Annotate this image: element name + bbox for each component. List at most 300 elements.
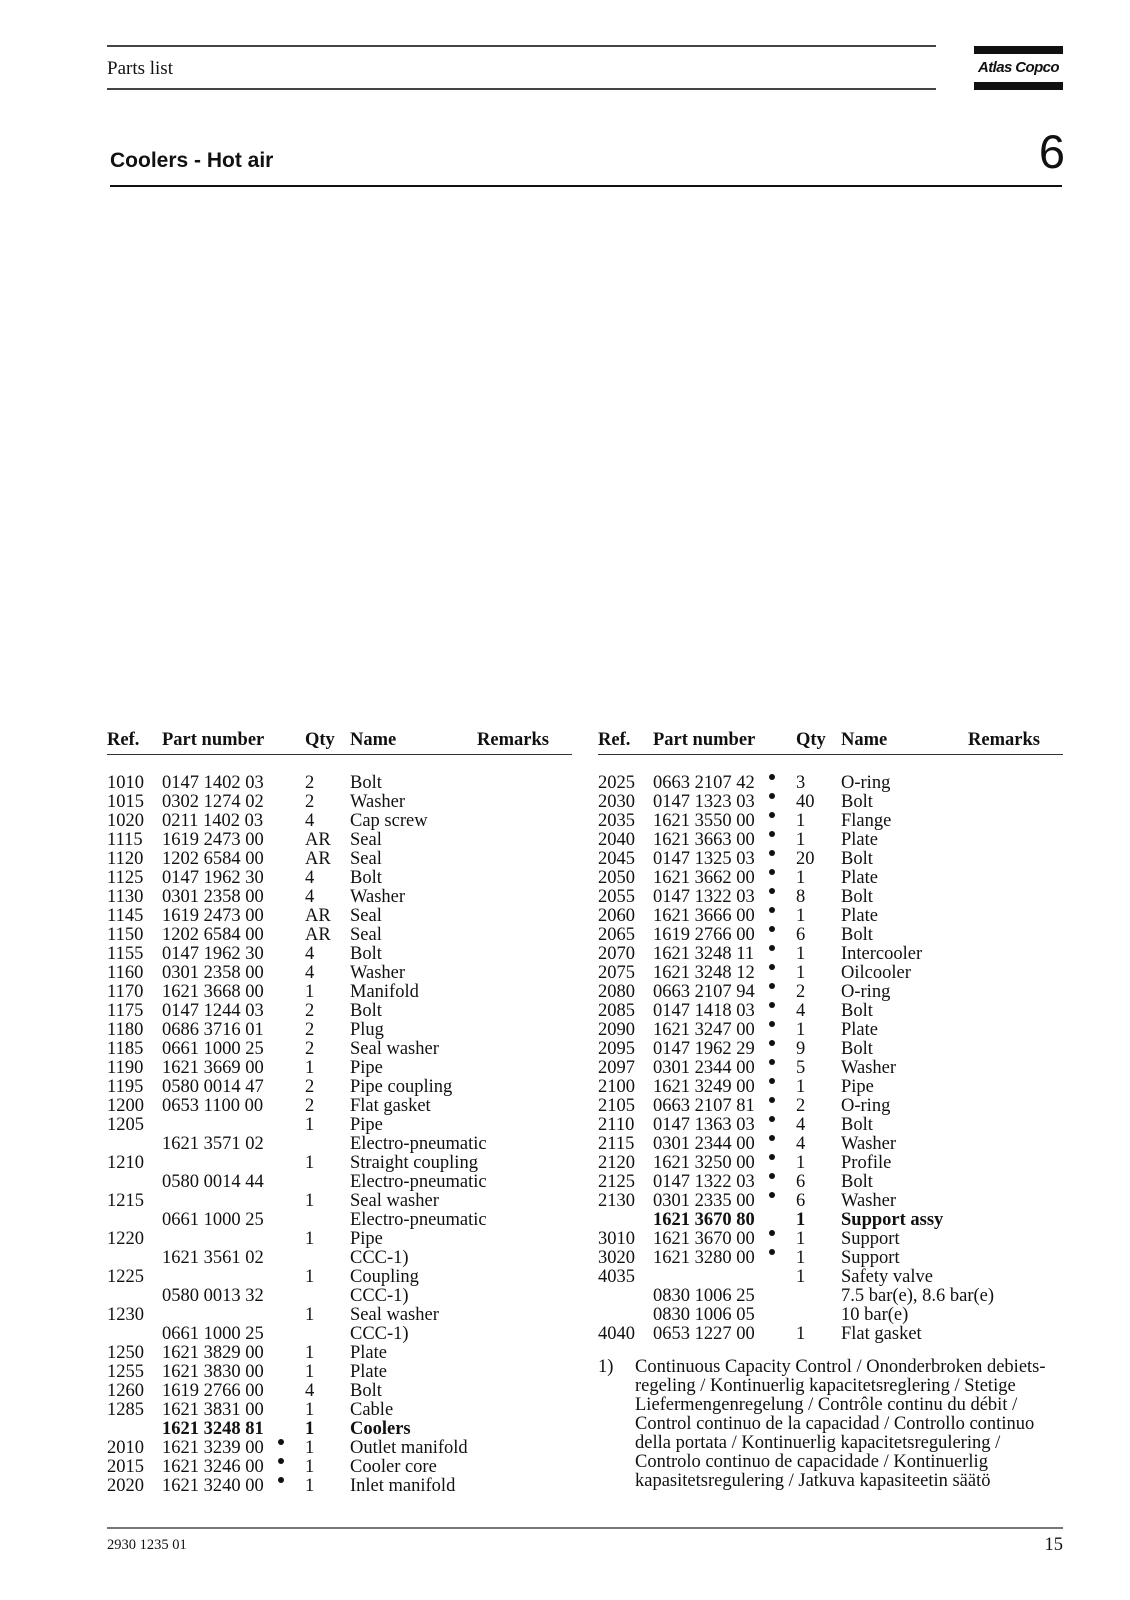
ref-cell: 1260 [107, 1381, 144, 1401]
ref-cell: 2125 [598, 1172, 635, 1192]
title-rule [110, 185, 1062, 187]
bullet-marker [769, 1192, 775, 1198]
qty-cell: 1 [305, 1438, 315, 1458]
part-number-cell: 1202 6584 00 [162, 925, 264, 945]
part-number-cell: 1619 2473 00 [162, 830, 264, 850]
part-number-cell: 0580 0014 47 [162, 1077, 264, 1097]
part-number-cell: 1621 3280 00 [653, 1248, 755, 1268]
ref-cell: 1160 [107, 963, 144, 983]
part-number-cell: 1621 3250 00 [653, 1153, 755, 1173]
qty-cell: 1 [796, 963, 806, 983]
ref-cell: 2015 [107, 1457, 144, 1477]
ref-cell: 2110 [598, 1115, 635, 1135]
table-row [107, 1078, 572, 1097]
assembly-row [107, 1420, 572, 1439]
section-number: 6 [1038, 125, 1065, 178]
ref-cell: 1015 [107, 792, 144, 812]
table-body [107, 774, 572, 1496]
name-cell: Washer [350, 792, 406, 812]
part-number-cell: 1621 3240 00 [162, 1476, 264, 1496]
name-cell: Washer [350, 887, 406, 907]
ref-cell: 2080 [598, 982, 635, 1002]
name-cell: Seal washer [350, 1191, 439, 1211]
name-cell: Bolt [350, 773, 382, 793]
header-qty: Qty [305, 730, 335, 750]
name-cell: Seal [350, 830, 382, 850]
ref-cell: 1010 [107, 773, 144, 793]
header-remarks: Remarks [968, 730, 1040, 750]
ref-cell: 1285 [107, 1400, 144, 1420]
table-row [107, 1059, 572, 1078]
table-row [107, 1344, 572, 1363]
ref-cell: 1125 [107, 868, 144, 888]
name-cell: Flange [841, 811, 892, 831]
part-number-cell: 1619 2766 00 [653, 925, 755, 945]
name-cell: Plate [841, 868, 878, 888]
name-cell: Straight coupling [350, 1153, 478, 1173]
qty-cell: 1 [305, 1305, 315, 1325]
table-row [598, 1325, 1063, 1344]
name-cell: Seal washer [350, 1305, 439, 1325]
qty-cell: 20 [796, 849, 815, 869]
part-number-cell: 0661 1000 25 [162, 1210, 264, 1230]
ref-cell: 1205 [107, 1115, 144, 1135]
qty-cell: 2 [305, 1001, 315, 1021]
part-number-cell: 0653 1227 00 [653, 1324, 755, 1344]
bullet-marker [769, 869, 775, 875]
table-row [107, 869, 572, 888]
bullet-marker [769, 1021, 775, 1027]
ref-cell: 1180 [107, 1020, 144, 1040]
table-row [598, 793, 1063, 812]
table-row [598, 926, 1063, 945]
ref-cell: 2115 [598, 1134, 635, 1154]
table-row [107, 1211, 572, 1230]
ref-cell: 1185 [107, 1039, 144, 1059]
part-number-cell: 0301 2344 00 [653, 1058, 755, 1078]
part-number-cell: 0147 1962 30 [162, 868, 264, 888]
qty-cell: 1 [796, 944, 806, 964]
qty-cell: 1 [305, 1419, 315, 1439]
name-cell: Plate [841, 906, 878, 926]
part-number-cell: 0147 1322 03 [653, 1172, 755, 1192]
table-row [598, 888, 1063, 907]
name-cell: Electro-pneumatic [350, 1134, 487, 1154]
bullet-marker [769, 1078, 775, 1084]
part-number-cell: 1621 3668 00 [162, 982, 264, 1002]
part-number-cell: 1619 2473 00 [162, 906, 264, 926]
name-cell: Inlet manifold [350, 1476, 456, 1496]
ref-cell: 1175 [107, 1001, 144, 1021]
table-row [598, 831, 1063, 850]
name-cell: Seal [350, 925, 382, 945]
header-top-rule [107, 45, 936, 47]
header-name: Name [350, 730, 397, 750]
name-cell: Plug [350, 1020, 384, 1040]
name-cell: Pipe [350, 1115, 383, 1135]
ref-cell: 2070 [598, 944, 635, 964]
name-cell: Bolt [841, 1172, 873, 1192]
part-number-cell: 0580 0014 44 [162, 1172, 264, 1192]
qty-cell: 8 [796, 887, 806, 907]
bullet-marker [278, 1458, 284, 1464]
table-row [598, 964, 1063, 983]
name-cell: Flat gasket [841, 1324, 922, 1344]
part-number-cell: 0661 1000 25 [162, 1324, 264, 1344]
table-row [107, 1401, 572, 1420]
part-number-cell: 0147 1325 03 [653, 849, 755, 869]
qty-cell: 1 [796, 1324, 806, 1344]
ref-cell: 2100 [598, 1077, 635, 1097]
bullet-marker [769, 1097, 775, 1103]
header-bottom-rule [107, 88, 936, 90]
table-row [107, 1249, 572, 1268]
table-row [107, 1477, 572, 1496]
name-cell: Outlet manifold [350, 1438, 468, 1458]
table-row [598, 1287, 1063, 1306]
name-cell: 10 bar(e) [841, 1305, 909, 1325]
ref-cell: 1120 [107, 849, 144, 869]
ref-cell: 1255 [107, 1362, 144, 1382]
parts-table-right [598, 728, 1063, 1344]
part-number-cell: 1621 3831 00 [162, 1400, 264, 1420]
ref-cell: 1115 [107, 830, 143, 850]
qty-cell: 1 [305, 1476, 315, 1496]
bullet-marker [769, 964, 775, 970]
name-cell: Support [841, 1248, 900, 1268]
table-row [107, 1230, 572, 1249]
name-cell: Oilcooler [841, 963, 911, 983]
name-cell: Bolt [841, 925, 873, 945]
qty-cell: 4 [796, 1134, 806, 1154]
qty-cell: 1 [796, 830, 806, 850]
ref-cell: 1230 [107, 1305, 144, 1325]
name-cell: Manifold [350, 982, 419, 1002]
name-cell: Bolt [841, 1039, 873, 1059]
table-row [598, 850, 1063, 869]
part-number-cell: 0302 1274 02 [162, 792, 264, 812]
qty-cell: 4 [305, 1381, 315, 1401]
ref-cell: 1155 [107, 944, 144, 964]
name-cell: O-ring [841, 1096, 891, 1116]
table-row [107, 774, 572, 793]
ref-cell: 2105 [598, 1096, 635, 1116]
part-number-cell: 1621 3239 00 [162, 1438, 264, 1458]
qty-cell: 1 [796, 868, 806, 888]
ref-cell: 1215 [107, 1191, 144, 1211]
name-cell: Safety valve [841, 1267, 933, 1287]
ref-cell: 4035 [598, 1267, 635, 1287]
part-number-cell: 0661 1000 25 [162, 1039, 264, 1059]
name-cell: Pipe coupling [350, 1077, 453, 1097]
part-number-cell: 0147 1323 03 [653, 792, 755, 812]
part-number-cell: 0663 2107 81 [653, 1096, 755, 1116]
part-number-cell: 1621 3666 00 [653, 906, 755, 926]
name-cell: Support assy [841, 1210, 944, 1230]
qty-cell: 1 [796, 1229, 806, 1249]
qty-cell: 6 [796, 1172, 806, 1192]
table-row [107, 1268, 572, 1287]
ref-cell: 1020 [107, 811, 144, 831]
header-part-number: Part number [162, 730, 265, 750]
name-cell: Bolt [350, 1001, 382, 1021]
qty-cell: 1 [305, 1400, 315, 1420]
name-cell: Washer [841, 1191, 897, 1211]
table-row [107, 1287, 572, 1306]
part-number-cell: 1621 3248 12 [653, 963, 755, 983]
part-number-cell: 0301 2335 00 [653, 1191, 755, 1211]
name-cell: Pipe [841, 1077, 874, 1097]
ref-cell: 1195 [107, 1077, 144, 1097]
part-number-cell: 1621 3561 02 [162, 1248, 264, 1268]
name-cell: Flat gasket [350, 1096, 431, 1116]
assembly-row [598, 1211, 1063, 1230]
ref-cell: 3020 [598, 1248, 635, 1268]
part-number-cell: 1621 3247 00 [653, 1020, 755, 1040]
table-row [598, 945, 1063, 964]
qty-cell: 2 [305, 792, 315, 812]
name-cell: Plate [350, 1362, 387, 1382]
part-number-cell: 1621 3663 00 [653, 830, 755, 850]
name-cell: Electro-pneumatic [350, 1210, 487, 1230]
bullet-marker [769, 983, 775, 989]
qty-cell: 1 [305, 1229, 315, 1249]
qty-cell: 4 [305, 811, 315, 831]
table-row [598, 1040, 1063, 1059]
parts-table-left [107, 728, 572, 1496]
bullet-marker [769, 1040, 775, 1046]
bullet-marker [769, 1116, 775, 1122]
qty-cell: 6 [796, 925, 806, 945]
part-number-cell: 1621 3550 00 [653, 811, 755, 831]
table-row [598, 1078, 1063, 1097]
bullet-marker [769, 1173, 775, 1179]
name-cell: Bolt [841, 792, 873, 812]
part-number-cell: 0301 2358 00 [162, 887, 264, 907]
table-row [598, 869, 1063, 888]
header-ref: Ref. [107, 730, 140, 750]
bullet-marker [769, 1059, 775, 1065]
table-row [598, 774, 1063, 793]
ref-cell: 2010 [107, 1438, 144, 1458]
table-row [107, 1021, 572, 1040]
part-number-cell: 0653 1100 00 [162, 1096, 264, 1116]
ref-cell: 2045 [598, 849, 635, 869]
name-cell: Bolt [841, 887, 873, 907]
part-number-cell: 1621 3670 00 [653, 1229, 755, 1249]
qty-cell: 1 [305, 1153, 315, 1173]
ref-cell: 2075 [598, 963, 635, 983]
name-cell: Bolt [350, 944, 382, 964]
qty-cell: 6 [796, 1191, 806, 1211]
part-number-cell: 1621 3670 80 [653, 1210, 755, 1230]
part-number-cell: 0663 2107 94 [653, 982, 755, 1002]
table-row [598, 1021, 1063, 1040]
part-number-cell: 1621 3662 00 [653, 868, 755, 888]
qty-cell: 1 [796, 1077, 806, 1097]
part-number-cell: 1202 6584 00 [162, 849, 264, 869]
qty-cell: 40 [796, 792, 815, 812]
part-number-cell: 0301 2344 00 [653, 1134, 755, 1154]
bullet-marker [769, 888, 775, 894]
qty-cell: 4 [305, 887, 315, 907]
ref-cell: 1210 [107, 1153, 144, 1173]
ref-cell: 2025 [598, 773, 635, 793]
qty-cell: 2 [796, 1096, 806, 1116]
name-cell: Profile [841, 1153, 892, 1173]
name-cell: Intercooler [841, 944, 923, 964]
section-title: Coolers - Hot air [110, 149, 274, 172]
table-row [598, 1135, 1063, 1154]
name-cell: CCC-1) [350, 1286, 409, 1306]
table-row [107, 1382, 572, 1401]
ref-cell: 2060 [598, 906, 635, 926]
name-cell: Seal washer [350, 1039, 439, 1059]
table-row [598, 1116, 1063, 1135]
table-row [107, 983, 572, 1002]
qty-cell: 1 [305, 1191, 315, 1211]
part-number-cell: 0686 3716 01 [162, 1020, 264, 1040]
part-number-cell: 0147 1418 03 [653, 1001, 755, 1021]
ref-cell: 2097 [598, 1058, 635, 1078]
table-row [107, 1116, 572, 1135]
table-row [107, 1002, 572, 1021]
header-remarks: Remarks [477, 730, 549, 750]
qty-cell: 1 [305, 1115, 315, 1135]
name-cell: Plate [350, 1343, 387, 1363]
bullet-marker [769, 945, 775, 951]
table-row [107, 1154, 572, 1173]
bullet-marker [769, 1154, 775, 1160]
header-label: Parts list [107, 58, 173, 79]
name-cell: CCC-1) [350, 1324, 409, 1344]
table-row [598, 812, 1063, 831]
part-number-cell: 0830 1006 25 [653, 1286, 755, 1306]
table-row [107, 812, 572, 831]
table-row [107, 964, 572, 983]
part-number-cell: 1619 2766 00 [162, 1381, 264, 1401]
table-row [598, 1002, 1063, 1021]
bullet-marker [278, 1477, 284, 1483]
bullet-marker [769, 1002, 775, 1008]
bullet-marker [769, 831, 775, 837]
table-row [598, 1059, 1063, 1078]
table-row [107, 1363, 572, 1382]
qty-cell: 2 [305, 1077, 315, 1097]
table-row [107, 1306, 572, 1325]
qty-cell: 5 [796, 1058, 806, 1078]
part-number-cell: 1621 3246 00 [162, 1457, 264, 1477]
qty-cell: 4 [796, 1115, 806, 1135]
qty-cell: 4 [305, 944, 315, 964]
qty-cell: 4 [305, 963, 315, 983]
ref-cell: 2030 [598, 792, 635, 812]
qty-cell: 3 [796, 773, 806, 793]
part-number-cell: 0580 0013 32 [162, 1286, 264, 1306]
qty-cell: 1 [305, 1343, 315, 1363]
header-qty: Qty [796, 730, 826, 750]
table-row [598, 1230, 1063, 1249]
table-row [107, 831, 572, 850]
bullet-marker [769, 850, 775, 856]
ref-cell: 2035 [598, 811, 635, 831]
table-header [107, 728, 572, 755]
part-number-cell: 0147 1962 29 [653, 1039, 755, 1059]
part-number-cell: 0830 1006 05 [653, 1305, 755, 1325]
table-header [598, 728, 1063, 755]
name-cell: Cable [350, 1400, 394, 1420]
qty-cell: 4 [796, 1001, 806, 1021]
name-cell: Coolers [350, 1419, 411, 1439]
bullet-marker [769, 774, 775, 780]
document-number: 2930 1235 01 [107, 1537, 187, 1553]
qty-cell: AR [305, 906, 331, 926]
part-number-cell: 0147 1363 03 [653, 1115, 755, 1135]
bullet-marker [769, 1230, 775, 1236]
name-cell: Seal [350, 849, 382, 869]
ref-cell: 2085 [598, 1001, 635, 1021]
header-ref: Ref. [598, 730, 631, 750]
qty-cell: 2 [796, 982, 806, 1002]
logo-bar-bottom [974, 82, 1063, 90]
ref-cell: 2120 [598, 1153, 635, 1173]
table-row [107, 1040, 572, 1059]
table-row [598, 1249, 1063, 1268]
table-row [598, 1097, 1063, 1116]
qty-cell: 1 [305, 982, 315, 1002]
ref-cell: 1200 [107, 1096, 144, 1116]
name-cell: Electro-pneumatic [350, 1172, 487, 1192]
name-cell: Bolt [841, 849, 873, 869]
name-cell: Washer [350, 963, 406, 983]
ref-cell: 2055 [598, 887, 635, 907]
name-cell: Bolt [350, 1381, 382, 1401]
footnote-text: Continuous Capacity Control / Ononderbroken debiets-regeling / Kontinuerlig kapacitetsreglering / Stetige Liefermengenregelung / Contrôle continu du débit / Control continuo de la capacidad / Controllo continuo della portata / Kontinuerlig kapacitetsregulering / Controlo continuo de capacidade / Kontinuerlig kapasitetsregulering / Jatkuva kapasiteetin säätö [635, 1357, 1046, 1491]
name-cell: 7.5 bar(e), 8.6 bar(e) [841, 1286, 995, 1306]
table-row [107, 1325, 572, 1344]
qty-cell: 1 [796, 1153, 806, 1173]
qty-cell: 2 [305, 1039, 315, 1059]
name-cell: Bolt [841, 1115, 873, 1135]
qty-cell: 1 [796, 906, 806, 926]
qty-cell: AR [305, 925, 331, 945]
name-cell: Support [841, 1229, 900, 1249]
qty-cell: 1 [796, 1020, 806, 1040]
bullet-marker [769, 812, 775, 818]
qty-cell: 1 [796, 811, 806, 831]
logo-wordmark: Atlas Copco [978, 59, 1059, 76]
ref-cell: 1190 [107, 1058, 144, 1078]
ref-cell: 2020 [107, 1476, 144, 1496]
qty-cell: 1 [305, 1362, 315, 1382]
table-row [107, 926, 572, 945]
name-cell: Pipe [350, 1058, 383, 1078]
name-cell: Plate [841, 830, 878, 850]
qty-cell: 2 [305, 1020, 315, 1040]
qty-cell: 1 [305, 1267, 315, 1287]
ref-cell: 2050 [598, 868, 635, 888]
table-row [107, 907, 572, 926]
qty-cell: 2 [305, 773, 315, 793]
qty-cell: 1 [796, 1210, 806, 1230]
table-row [107, 1097, 572, 1116]
ref-cell: 2130 [598, 1191, 635, 1211]
qty-cell: 1 [305, 1058, 315, 1078]
ref-cell: 2040 [598, 830, 635, 850]
table-row [598, 1192, 1063, 1211]
table-row [107, 850, 572, 869]
ref-cell: 2065 [598, 925, 635, 945]
